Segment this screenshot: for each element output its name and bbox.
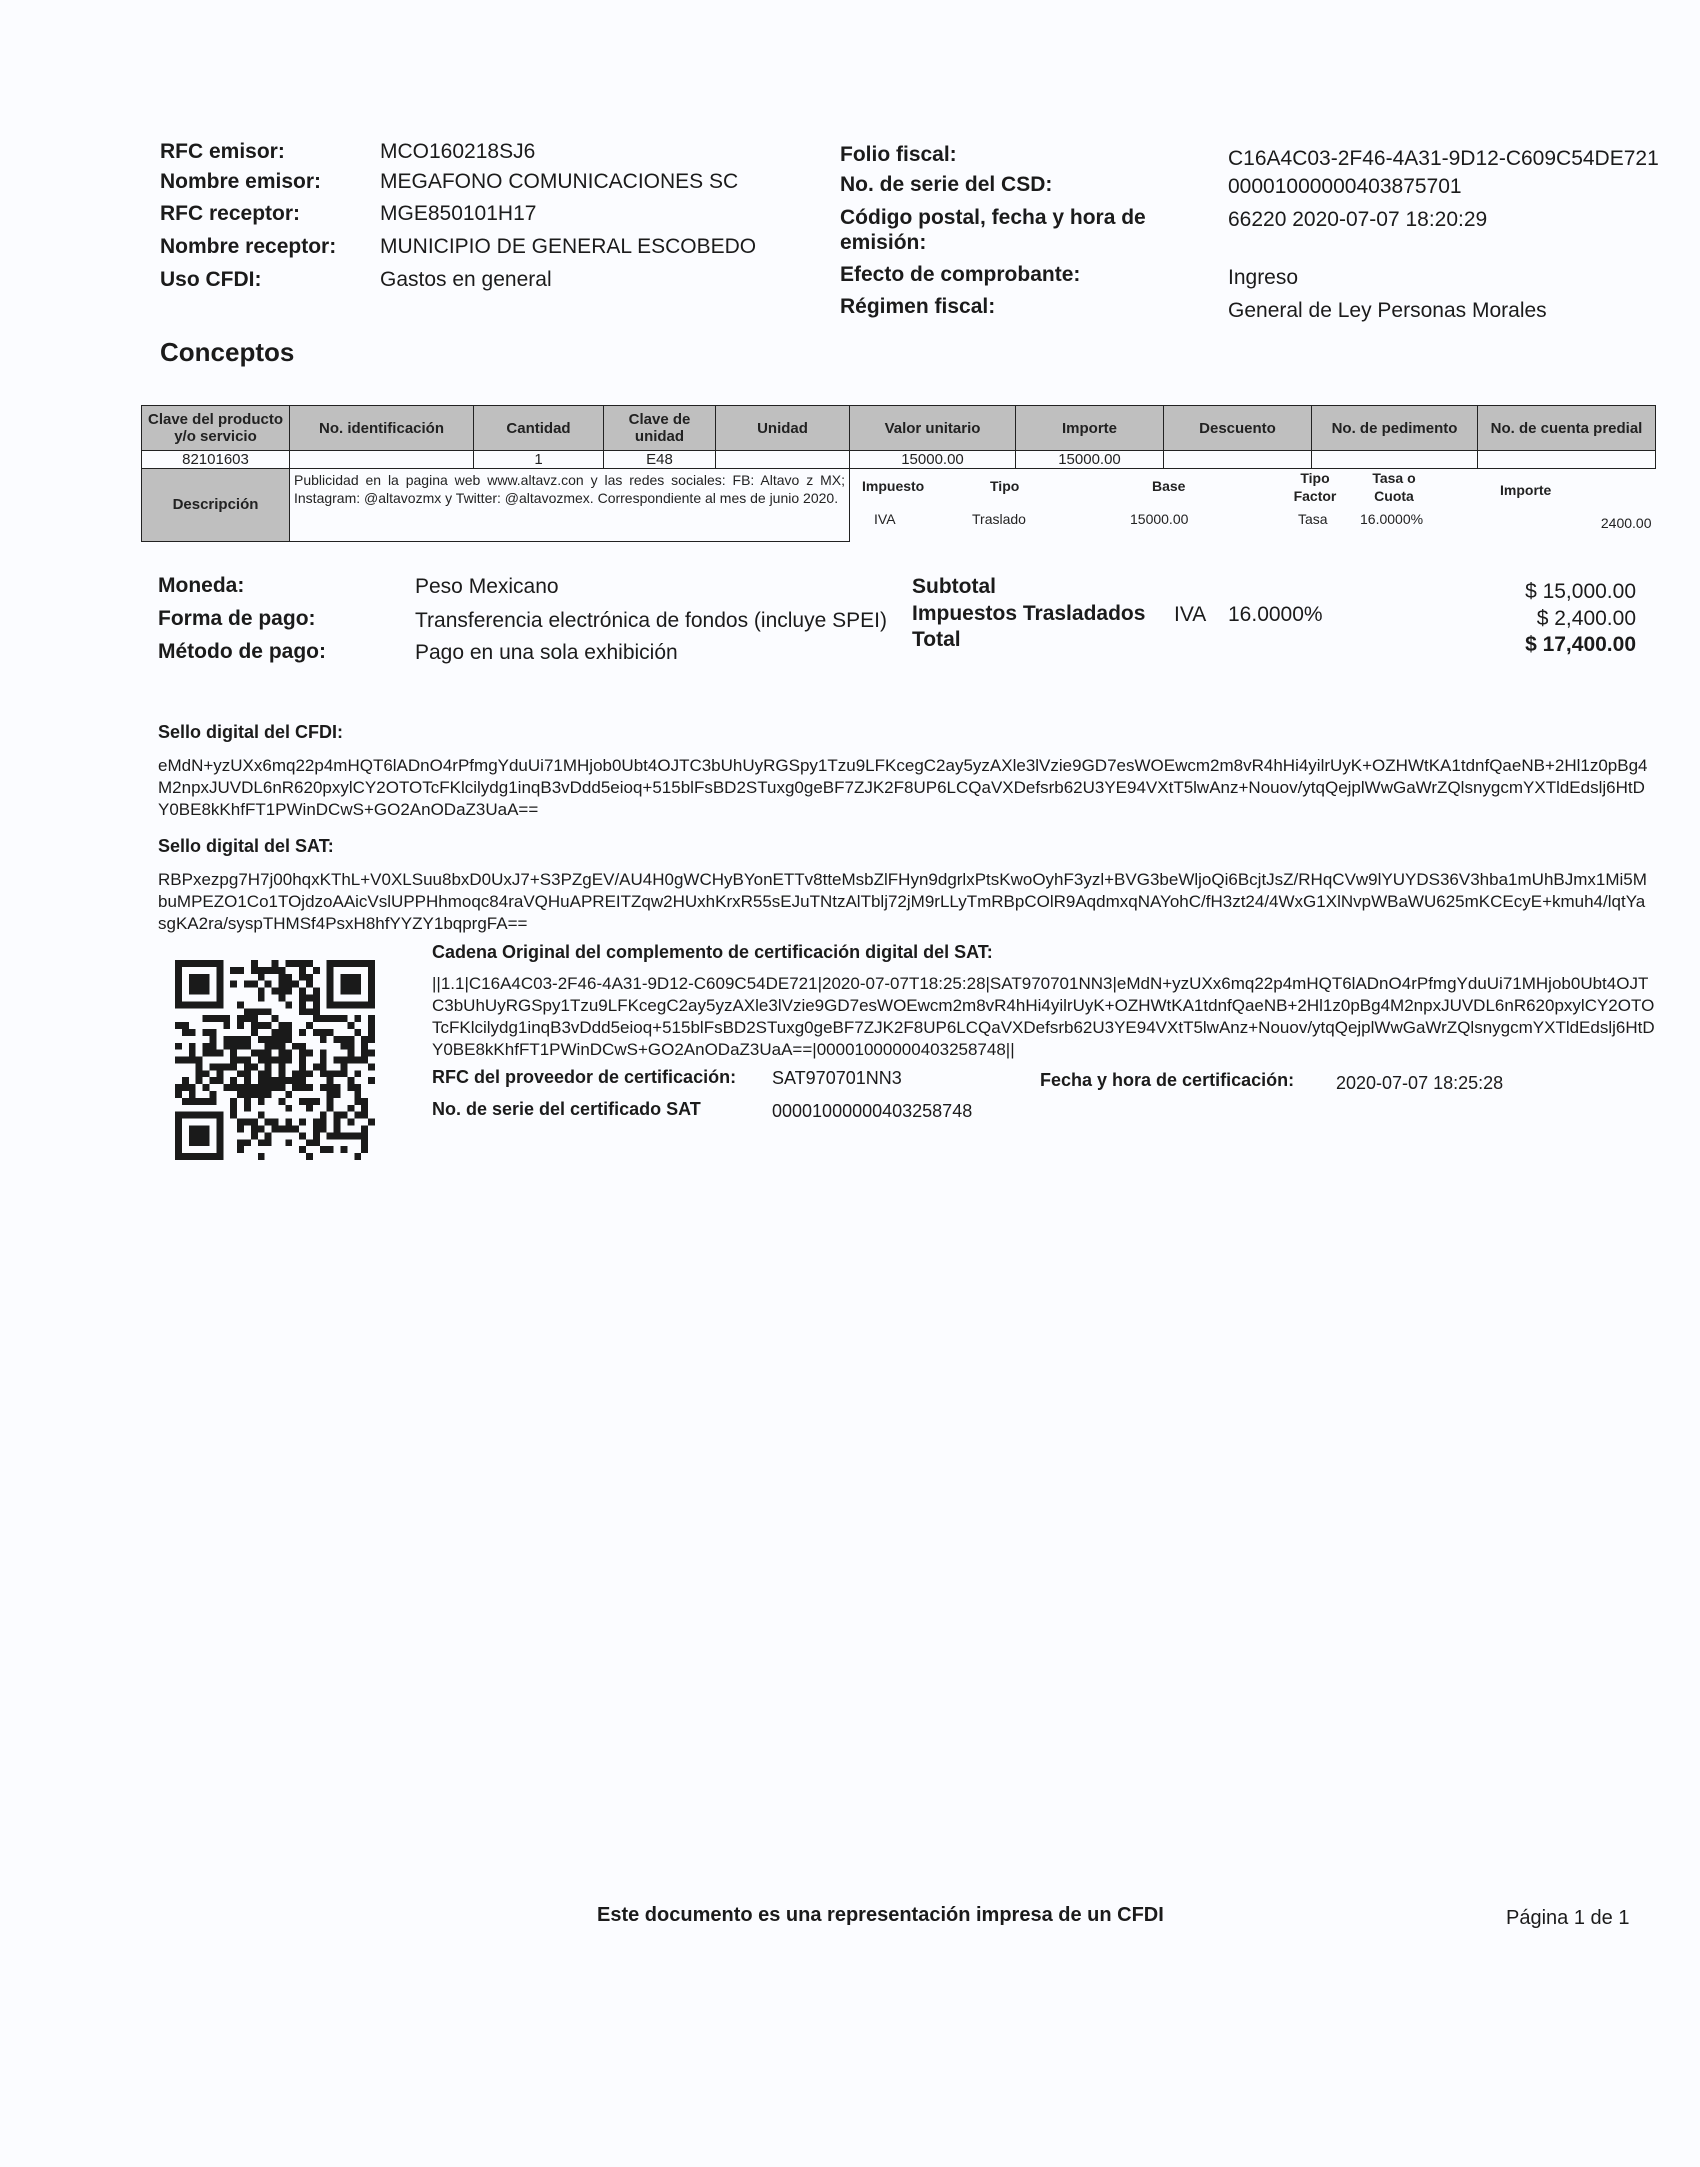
forma-pago-label: Forma de pago: (158, 607, 316, 630)
metodo-pago-value: Pago en una sola exhibición (415, 641, 678, 664)
cell-cuenta-predial (1478, 451, 1656, 469)
cell-cantidad: 1 (474, 451, 604, 469)
header-no-identificacion: No. identificación (290, 406, 474, 451)
folio-fiscal-value: C16A4C03-2F46-4A31-9D12-C609C54DE721 (1228, 147, 1659, 170)
tax-header-impuesto: Impuesto (862, 478, 925, 494)
fecha-certificacion-value: 2020-07-07 18:25:28 (1336, 1073, 1504, 1093)
sello-sat-label: Sello digital del SAT: (158, 836, 334, 856)
total-value: $ 17,400.00 (1525, 633, 1636, 656)
cadena-original-value: ||1.1|C16A4C03-2F46-4A31-9D12-C609C54DE721|2020-07-07T18:25:28|SAT970701NN3|eMdN+yzUXx6mq22p4mHQT6lADnO4rPfmgYduUi71MHjob0Ubt4OJTC3bUhUyRGSpy1Tzu9LFKcegC2ay5yzAXle3lVzie9GD7esWOEwcm2m8vR4hHi4yilrUyK+OZHWtKA1tdnfQaeNB+2Hl1z0pBg4M2npxJUVDL6nR620pxylCY2OTOTcFKlcilydg1inqB3vDdd5eioq+515blFsBD2STuxg0geBF7ZJK2F8UP6LCQaVXDefsrb62U3YE94VXtT5lwAnz+Nouov/ytqQejplWwGaWrZQlsnygcmYXTldEdslj6HtDY0BE8kKhfFT1PWinDCwS+GO2AnODaZ3UaA==|00001000000403258748|| (432, 974, 1655, 1059)
rfc-emisor-label: RFC emisor: (160, 140, 285, 163)
moneda-label: Moneda: (158, 574, 245, 597)
header-descuento: Descuento (1164, 406, 1312, 451)
description-row (142, 469, 1656, 542)
conceptos-title: Conceptos (160, 337, 295, 367)
tax-importe: 2400.00 (1600, 515, 1652, 531)
nombre-receptor-label: Nombre receptor: (160, 235, 337, 258)
header-importe: Importe (1016, 406, 1164, 451)
tax-header-base: Base (1152, 478, 1186, 494)
subtotal-value: $ 15,000.00 (1525, 580, 1636, 603)
sello-cfdi-label: Sello digital del CFDI: (158, 722, 344, 742)
efecto-label: Efecto de comprobante: (840, 263, 1081, 286)
footer-note: Este documento es una representación impresa de un CFDI (597, 1904, 1164, 1926)
moneda-value: Peso Mexicano (415, 575, 559, 598)
tax-header-importe: Importe (1500, 482, 1552, 498)
serie-csd-value: 00001000000403875701 (1228, 175, 1462, 198)
sello-cfdi-value: eMdN+yzUXx6mq22p4mHQT6lADnO4rPfmgYduUi71MHjob0Ubt4OJTC3bUhUyRGSpy1Tzu9LFKcegC2ay5yzAXle3lVzie9GD7esWOEwcm2m8vR4hHi4yilrUyK+OZHWtKA1tdnfQaeNB+2Hl1z0pBg4M2npxJUVDL6nR620pxylCY2OTOTcFKlcilydg1inqB3vDdd5eioq+515blFsBD2STuxg0geBF7ZJK2F8UP6LCQaVXDefsrb62U3YE94VXtT5lwAnz+Nouov/ytqQejplWwGaWrZQlsnygcmYXTldEdslj6HtDY0BE8kKhfFT1PWinDCwS+GO2AnODaZ3UaA== (158, 756, 1648, 819)
nombre-emisor-value: MEGAFONO COMUNICACIONES SC (380, 170, 739, 193)
rfc-proveedor-label: RFC del proveedor de certificación: (432, 1067, 737, 1087)
tax-detail-cell (850, 469, 1656, 542)
cell-importe: 15000.00 (1016, 451, 1164, 469)
cp-fecha-value: 66220 2020-07-07 18:20:29 (1228, 208, 1488, 231)
impuestos-value: $ 2,400.00 (1536, 607, 1636, 630)
nombre-emisor-label: Nombre emisor: (160, 170, 322, 193)
fecha-certificacion-label: Fecha y hora de certificación: (1040, 1070, 1295, 1090)
cell-no-pedimento (1312, 451, 1478, 469)
concepts-table (141, 405, 1656, 542)
serie-certificado-sat-value: 00001000000403258748 (772, 1101, 973, 1121)
table-row (142, 451, 1656, 469)
tax-impuesto: IVA (874, 511, 896, 527)
forma-pago-value: Transferencia electrónica de fondos (incluye SPEI) (415, 609, 887, 632)
cell-descuento (1164, 451, 1312, 469)
cadena-original-label: Cadena Original del complemento de certificación digital del SAT: (432, 942, 993, 962)
header-clave-producto: Clave del producto y/o servicio (142, 406, 290, 451)
header-unidad: Unidad (716, 406, 850, 451)
sello-sat-value: RBPxezpg7H7j00hqxKThL+V0XLSuu8bxD0UxJ7+S3PZgEV/AU4H0gWCHyBYonETTv8tteMsbZlFHyn9dgrlxPtsKwoOyhF3yzl+BVG3beWljoQi6BcjtJsZ/RHqCVw9lYUYDS36V3hba1mUhBJmx1Mi5MbuMPEZO1Co1TOjdzoAAicVslUPPHhmoqc84raVQHuAPREITZqw2HUxhKrxR55sEJuTNtzAlTblj72jM9rLLyTmRBpCOlR9AqdmxqNAYohC/fH3zt24/4WxG1XlNvpWBaWU625mKCEcyE+kmuh4/lqtYasgKA2ra/syspTHMSf4PsxH8hfYYZY1bqprgFA== (158, 870, 1647, 933)
rfc-receptor-label: RFC receptor: (160, 202, 301, 225)
cell-unidad (716, 451, 850, 469)
impuestos-tax-name: IVA (1174, 603, 1207, 626)
header-clave-unidad: Clave de unidad (604, 406, 716, 451)
impuestos-rate: 16.0000% (1228, 603, 1323, 626)
tax-tipo: Traslado (972, 511, 1026, 527)
folio-fiscal-label: Folio fiscal: (840, 143, 957, 166)
tax-tasa: 16.0000% (1360, 511, 1424, 527)
serie-csd-label: No. de serie del CSD: (840, 173, 1053, 196)
metodo-pago-label: Método de pago: (158, 640, 326, 663)
header-valor-unitario: Valor unitario (850, 406, 1016, 451)
rfc-proveedor-value: SAT970701NN3 (772, 1068, 902, 1088)
subtotal-label: Subtotal (912, 575, 996, 598)
impuestos-trasladados-label: Impuestos Trasladados (912, 602, 1146, 625)
cell-no-identificacion (290, 451, 474, 469)
regimen-label: Régimen fiscal: (840, 295, 996, 318)
serie-certificado-sat-label: No. de serie del certificado SAT (432, 1099, 701, 1119)
description-label: Descripción (142, 469, 290, 542)
total-label: Total (912, 628, 961, 651)
header-cantidad: Cantidad (474, 406, 604, 451)
header-no-pedimento: No. de pedimento (1312, 406, 1478, 451)
header-cuenta-predial: No. de cuenta predial (1478, 406, 1656, 451)
tax-header-tipo: Tipo (990, 478, 1020, 494)
cell-valor-unitario: 15000.00 (850, 451, 1016, 469)
nombre-receptor-value: MUNICIPIO DE GENERAL ESCOBEDO (380, 235, 757, 258)
tax-header-tipo-factor: Tipo Factor (1293, 470, 1337, 504)
cell-clave-producto: 82101603 (142, 451, 290, 469)
concepts-header-row (142, 406, 1656, 451)
uso-cfdi-value: Gastos en general (380, 268, 552, 291)
rfc-receptor-value: MGE850101H17 (380, 202, 537, 225)
tax-header-tasa: Tasa o Cuota (1372, 470, 1416, 504)
tax-base: 15000.00 (1130, 511, 1189, 527)
regimen-value: General de Ley Personas Morales (1228, 299, 1547, 322)
cp-fecha-label: Código postal, fecha y hora de emisión: (840, 206, 1146, 254)
cell-clave-unidad: E48 (604, 451, 716, 469)
tax-tipo-factor: Tasa (1298, 511, 1328, 527)
qr-code-icon (175, 960, 375, 1160)
page-number: Página 1 de 1 (1506, 1907, 1630, 1929)
description-text: Publicidad en la pagina web www.altavz.con y las redes sociales: FB: Altavo z MX; Instagram: @altavozmx y Twitter: @altavozmex. Correspondiente al mes de junio 2020. (290, 469, 850, 542)
rfc-emisor-value: MCO160218SJ6 (380, 140, 536, 163)
uso-cfdi-label: Uso CFDI: (160, 268, 262, 291)
efecto-value: Ingreso (1228, 266, 1299, 289)
